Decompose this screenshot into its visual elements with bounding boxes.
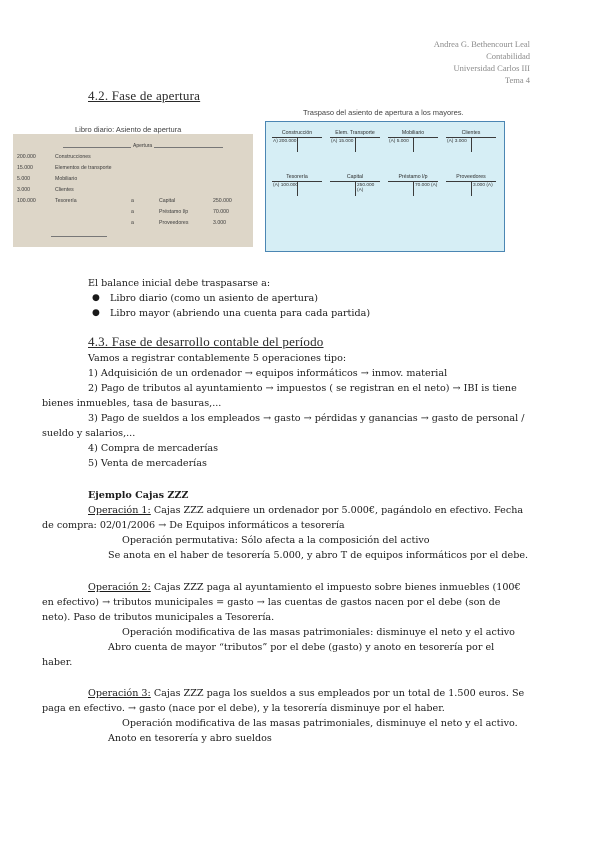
t-account-debe: A) 200.000 bbox=[273, 139, 297, 144]
header-author: Andrea G. Bethencourt Leal bbox=[433, 39, 530, 49]
t-account-name: Mobiliario bbox=[401, 130, 425, 136]
op3-line1 bbox=[88, 686, 524, 701]
op1-label: Operación 1: bbox=[88, 505, 151, 516]
t-account bbox=[446, 130, 496, 152]
bullet-icon: ● bbox=[92, 293, 100, 303]
diario-row-mark: a bbox=[131, 209, 134, 215]
operation-list-item: 3) Pago de sueldos a los empleados → gasto → pérdidas y ganancias → gasto de personal / bbox=[88, 413, 525, 424]
diario-row-haber-account: Proveedores bbox=[159, 220, 189, 226]
diario-row-amount: 5.000 bbox=[17, 176, 30, 182]
op2-text3: neto). Paso de tributos municipales a Tesorería. bbox=[42, 612, 275, 623]
mayores-caption: Traspaso del asiento de apertura a los mayores. bbox=[303, 108, 464, 117]
t-account-name: Capital bbox=[346, 174, 364, 180]
t-account bbox=[446, 174, 496, 196]
header-subject: Contabilidad bbox=[486, 51, 530, 61]
t-account-stem bbox=[413, 137, 414, 152]
diario-row-mark: a bbox=[131, 220, 134, 226]
t-account-debe: (A) 3.000 bbox=[447, 139, 467, 144]
t-account-name: Préstamo l/p bbox=[398, 174, 428, 180]
op2-type: Operación modificativa de las masas patrimoniales: disminuye el neto y el activo bbox=[122, 627, 515, 638]
op2-note2: haber. bbox=[42, 657, 73, 668]
operation-list-item-cont: bienes inmuebles, tasa de basuras,... bbox=[42, 398, 222, 409]
t-account-stem bbox=[471, 137, 472, 152]
op3-note: Anoto en tesorería y abro sueldos bbox=[108, 733, 272, 744]
t-account-debe: (A) 100.000 bbox=[273, 183, 299, 188]
t-account-haber: 70.000 (A) bbox=[415, 183, 438, 188]
op1-note: Se anota en el haber de tesorería 5.000, y abro T de equipos informáticos por el debe. bbox=[108, 550, 529, 561]
diario-row-account: Tesorería bbox=[55, 198, 77, 204]
t-account bbox=[272, 130, 322, 152]
diario-image bbox=[13, 134, 253, 247]
t-account-debe: (A) 15.000 bbox=[331, 139, 354, 144]
t-account-name: Construcción bbox=[281, 130, 313, 136]
diario-row-account: Clientes bbox=[55, 187, 74, 193]
diario-row-mark: a bbox=[131, 198, 134, 204]
op2-label: Operación 2: bbox=[88, 582, 151, 593]
operation-list-item: 4) Compra de mercaderías bbox=[88, 443, 219, 454]
op3-label: Operación 3: bbox=[88, 688, 151, 699]
diario-row-amount: 200.000 bbox=[17, 154, 36, 160]
t-account-name: Elem. Transporte bbox=[335, 130, 375, 136]
op2-note1: Abro cuenta de mayor “tributos” por el debe (gasto) y anoto en tesorería por el bbox=[108, 642, 495, 653]
t-account-stem bbox=[471, 181, 472, 196]
op3-text1: Cajas ZZZ paga los sueldos a sus empleados por un total de 1.500 euros. Se bbox=[150, 688, 525, 699]
diario-caption: Libro diario: Asiento de apertura bbox=[75, 125, 182, 134]
op1-line1 bbox=[88, 503, 523, 518]
t-account-stem bbox=[297, 137, 298, 152]
operation-list-item-cont: sueldo y salarios,... bbox=[42, 428, 136, 439]
section-43-intro: Vamos a registrar contablemente 5 operaciones tipo: bbox=[88, 353, 347, 364]
op3-text2: paga en efectivo. → gasto (nace por el debe), y la tesorería disminuye por el haber. bbox=[42, 703, 445, 714]
diario-footline bbox=[51, 236, 107, 237]
header-university: Universidad Carlos III bbox=[453, 63, 530, 73]
diario-row-amount: 100.000 bbox=[17, 198, 36, 204]
diario-row-amount: 3.000 bbox=[17, 187, 30, 193]
op2-text2: en efectivo) → tributos municipales = gasto → las cuentas de gastos nacen por el debe (son de bbox=[42, 597, 501, 608]
page-header bbox=[434, 38, 530, 86]
op1-text2: de compra: 02/01/2006 → De Equipos informáticos a tesorería bbox=[42, 520, 345, 531]
operation-list-item: 1) Adquisición de un ordenador → equipos informáticos → inmov. material bbox=[88, 368, 448, 379]
section-title-desarrollo: 4.3. Fase de desarrollo contable del período bbox=[88, 334, 324, 349]
header-topic: Tema 4 bbox=[504, 75, 530, 85]
t-account bbox=[272, 174, 322, 196]
balance-intro: El balance inicial debe traspasarse a: bbox=[88, 278, 271, 289]
t-account-name: Clientes bbox=[461, 130, 481, 136]
t-account-stem bbox=[355, 137, 356, 152]
diario-row-account: Elementos de transporte bbox=[55, 165, 112, 171]
diario-row-haber-amount: 250.000 bbox=[213, 198, 232, 204]
diario-row-haber-account: Capital bbox=[159, 198, 176, 204]
balance-item: Libro mayor (abriendo una cuenta para cada partida) bbox=[110, 308, 371, 319]
ejemplo-title: Ejemplo Cajas ZZZ bbox=[88, 490, 189, 501]
operation-list-item: 5) Venta de mercaderías bbox=[88, 458, 207, 469]
t-account-haber: 3.000 (A) bbox=[473, 183, 493, 188]
t-account bbox=[388, 174, 438, 196]
t-account-stem bbox=[413, 181, 414, 196]
op3-type: Operación modificativa de las masas patrimoniales, disminuye el neto y el activo. bbox=[122, 718, 518, 729]
operation-list-item: 2) Pago de tributos al ayuntamiento → impuestos ( se registran en el neto) → IBI is tiene bbox=[88, 383, 517, 394]
t-account bbox=[388, 130, 438, 152]
t-account-name: Tesorería bbox=[286, 174, 308, 180]
diario-row-haber-account: Préstamo l/p bbox=[159, 209, 189, 215]
t-account-haber: 250.000 (A) bbox=[357, 183, 375, 193]
diario-row-amount: 15.000 bbox=[17, 165, 33, 171]
section-title-apertura: 4.2. Fase de apertura bbox=[88, 88, 201, 103]
t-account-debe: (A) 5.000 bbox=[389, 139, 409, 144]
balance-item: Libro diario (como un asiento de apertura) bbox=[110, 293, 318, 304]
diario-separator-label: Apertura bbox=[133, 143, 153, 149]
diario-row-haber-amount: 3.000 bbox=[213, 220, 226, 226]
op2-text1: Cajas ZZZ paga al ayuntamiento el impuesto sobre bienes inmuebles (100€ bbox=[150, 582, 521, 593]
t-account-stem bbox=[355, 181, 356, 196]
t-account bbox=[330, 130, 380, 152]
op2-line1 bbox=[88, 580, 521, 595]
t-account-name: Proveedores bbox=[456, 174, 486, 180]
mayores-image bbox=[265, 121, 505, 252]
diario-row-account: Construcciones bbox=[55, 154, 91, 160]
op1-text1: Cajas ZZZ adquiere un ordenador por 5.000€, pagándolo en efectivo. Fecha bbox=[150, 505, 524, 516]
diario-row-haber-amount: 70.000 bbox=[213, 209, 229, 215]
diario-row-account: Mobiliario bbox=[55, 176, 78, 182]
t-account bbox=[330, 174, 380, 196]
bullet-icon: ● bbox=[92, 308, 100, 318]
op1-type: Operación permutativa: Sólo afecta a la composición del activo bbox=[122, 535, 430, 546]
